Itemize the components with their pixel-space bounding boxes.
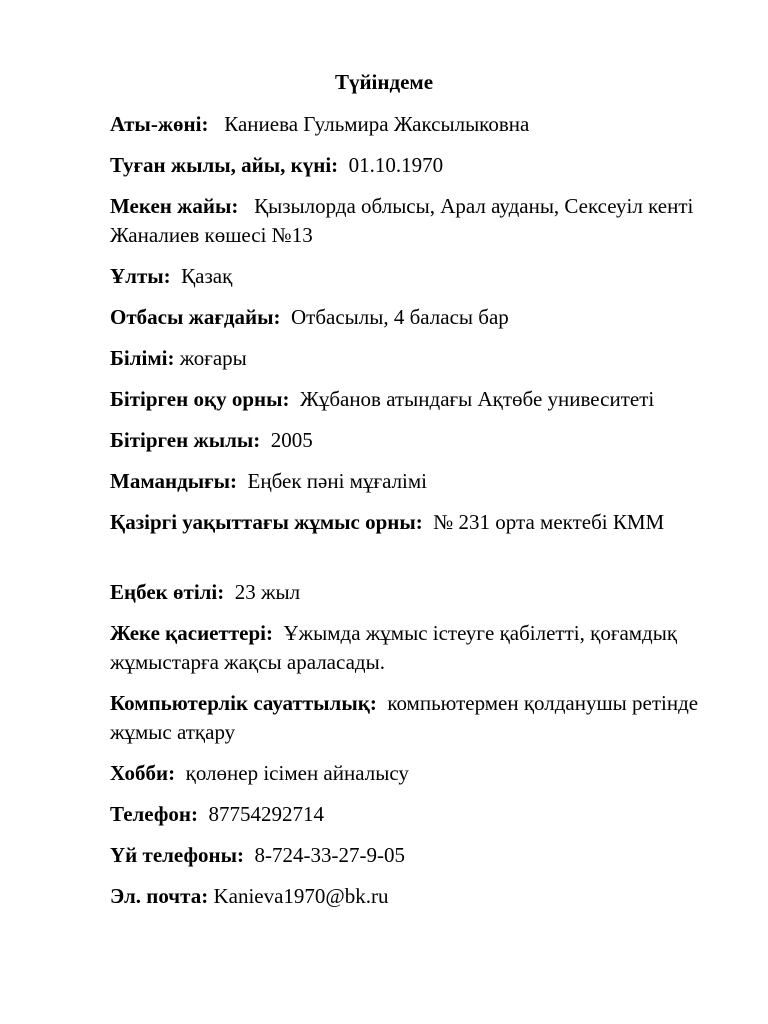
field-value: 87754292714 [208,802,325,826]
field-education [110,344,720,373]
field-family-status [110,303,720,332]
field-value: 8-724-33-27-9-05 [254,843,405,867]
field-value: қолөнер ісімен айналысу [185,761,409,785]
field-home-phone [110,841,720,870]
field-label: Хобби: [110,761,176,785]
field-current-workplace [110,508,720,537]
field-value: жоғары [179,346,247,370]
field-value: 2005 [270,428,313,452]
field-graduation-year [110,426,720,455]
field-value: Қызылорда облысы, Арал ауданы, Сексеуіл кенті Жаналиев көшесі №13 [110,194,694,247]
field-label: Еңбек өтілі: [110,580,225,604]
field-nationality [110,262,720,291]
field-value: Отбасылы, 4 баласы бар [291,305,509,329]
field-value: № 231 орта мектебі КММ [433,510,665,534]
field-email [110,882,720,911]
field-personal-qualities [110,619,720,677]
field-work-experience [110,578,720,607]
field-label: Үй телефоны: [110,843,245,867]
field-value: 23 жыл [234,580,301,604]
field-label: Жеке қасиеттері: [110,621,273,645]
field-value: компьютермен қолданушы ретінде жұмыс атқару [110,691,699,744]
field-value: Жұбанов атындағы Ақтөбе унивеситеті [300,387,655,411]
field-label: Білімі: [110,346,175,370]
field-value: 01.10.1970 [348,153,444,177]
field-label: Телефон: [110,802,199,826]
field-birth-date [110,151,720,180]
field-value: Қазақ [181,264,233,288]
field-label: Туған жылы, айы, күні: [110,153,339,177]
field-institution [110,385,720,414]
field-value: Kanieva1970@bk.ru [213,884,389,908]
field-full-name [110,110,720,139]
page-title: Түйіндеме [334,70,434,94]
field-specialty [110,467,720,496]
field-label: Қазіргі уақыттағы жұмыс орны: [110,510,423,534]
field-label: Компьютерлік сауаттылық: [110,691,377,715]
field-address [110,192,720,250]
field-label: Ұлты: [110,264,171,288]
field-label: Мамандығы: [110,469,238,493]
field-label: Отбасы жағдайы: [110,305,281,329]
field-value: Ұжымда жұмыс істеугe қабілетті, қоғамдық жұмыстарға жақсы араласады. [110,621,678,674]
field-computer-literacy [110,689,720,747]
field-hobby [110,759,720,788]
field-value: Еңбек пәні мұғалімі [247,469,428,493]
field-value: Каниева Гульмира Жаксылыковна [224,112,530,136]
field-label: Бітірген жылы: [110,428,261,452]
field-label: Эл. почта: [110,884,209,908]
field-label: Аты-жөні: [110,112,209,136]
field-phone [110,800,720,829]
field-label: Бітірген оқу орны: [110,387,290,411]
field-label: Мекен жайы: [110,194,239,218]
